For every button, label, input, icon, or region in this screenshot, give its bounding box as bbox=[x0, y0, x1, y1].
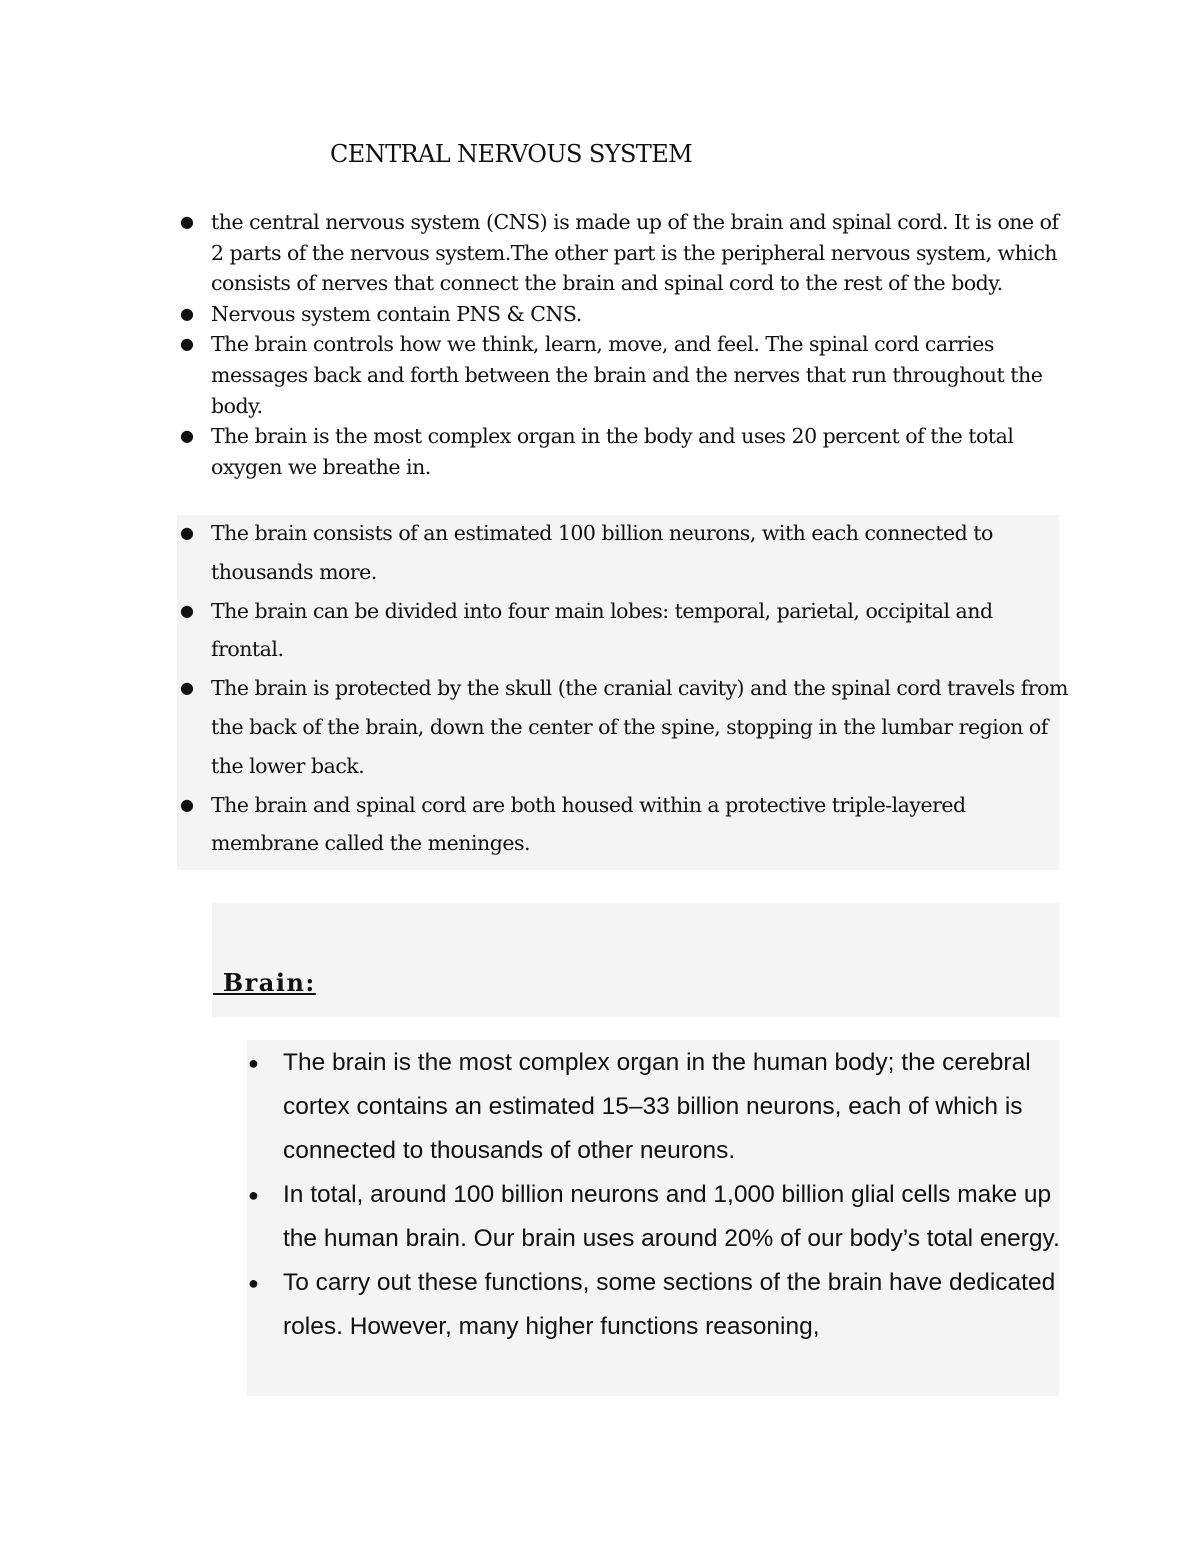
intro-bullet-list bbox=[178, 207, 1068, 482]
detail-bullet-list bbox=[178, 514, 1068, 863]
bullet-icon: ● bbox=[180, 426, 194, 446]
list-item bbox=[178, 592, 1068, 670]
list-item-text: The brain is the most complex organ in the human body; the cerebral cortex contains an estimated 15–33 billion neurons, each of which is connected to thousands of other neurons. bbox=[283, 1049, 1031, 1164]
list-item-text: To carry out these functions, some sections of the brain have dedicated roles. However, many higher functions reasoning, bbox=[283, 1269, 1056, 1340]
bullet-icon: ● bbox=[248, 1185, 259, 1205]
heading-highlight-block bbox=[212, 903, 1059, 1017]
list-item bbox=[248, 1173, 1063, 1261]
list-item bbox=[178, 669, 1068, 785]
bullet-icon: ● bbox=[180, 600, 194, 620]
list-item bbox=[248, 1041, 1063, 1173]
bullet-icon: ● bbox=[180, 523, 194, 542]
list-item bbox=[178, 207, 1068, 299]
brain-heading: Brain: bbox=[213, 968, 316, 997]
list-item-text: In total, around 100 billion neurons and 1,000 billion glial cells make up the human brain. Our brain uses around 20% of our body’s total energy. bbox=[283, 1181, 1060, 1252]
list-item-text: The brain consists of an estimated 100 billion neurons, with each connected to thousands more. bbox=[211, 521, 993, 584]
brain-bullet-list bbox=[248, 1041, 1063, 1349]
list-item-text: the central nervous system (CNS) is made up of the brain and spinal cord. It is one of 2 parts of the nervous system.The other part is the peripheral nervous system, which consists of nerves that connect the brain and spinal cord to the rest of the body. bbox=[211, 210, 1059, 296]
list-item bbox=[178, 299, 1068, 330]
bullet-icon: ● bbox=[180, 334, 194, 354]
list-item bbox=[178, 786, 1068, 864]
list-item-text: The brain controls how we think, learn, move, and feel. The spinal cord carries messages back and forth between the brain and the nerves that run throughout the body. bbox=[211, 332, 1043, 418]
list-item-text: The brain can be divided into four main lobes: temporal, parietal, occipital and frontal. bbox=[211, 598, 993, 662]
bullet-icon: ● bbox=[248, 1053, 259, 1073]
bullet-icon: ● bbox=[180, 794, 194, 814]
list-item-text: Nervous system contain PNS & CNS. bbox=[211, 301, 582, 326]
bullet-icon: ● bbox=[180, 678, 194, 698]
list-item bbox=[178, 421, 1068, 482]
page-title: CENTRAL NERVOUS SYSTEM bbox=[330, 140, 693, 168]
list-item bbox=[178, 329, 1068, 421]
list-item-text: The brain is the most complex organ in the body and uses 20 percent of the total oxygen we breathe in. bbox=[211, 424, 1014, 479]
bullet-icon: ● bbox=[180, 212, 194, 231]
list-item bbox=[178, 514, 1068, 592]
list-item-text: The brain and spinal cord are both housed within a protective triple-layered membrane called the meninges. bbox=[211, 792, 966, 856]
list-item bbox=[248, 1261, 1063, 1349]
list-item-text: The brain is protected by the skull (the cranial cavity) and the spinal cord travels from the back of the brain, down the center of the spine, stopping in the lumbar region of the lower back. bbox=[211, 676, 1068, 778]
bullet-icon: ● bbox=[248, 1273, 259, 1293]
bullet-icon: ● bbox=[180, 303, 194, 323]
